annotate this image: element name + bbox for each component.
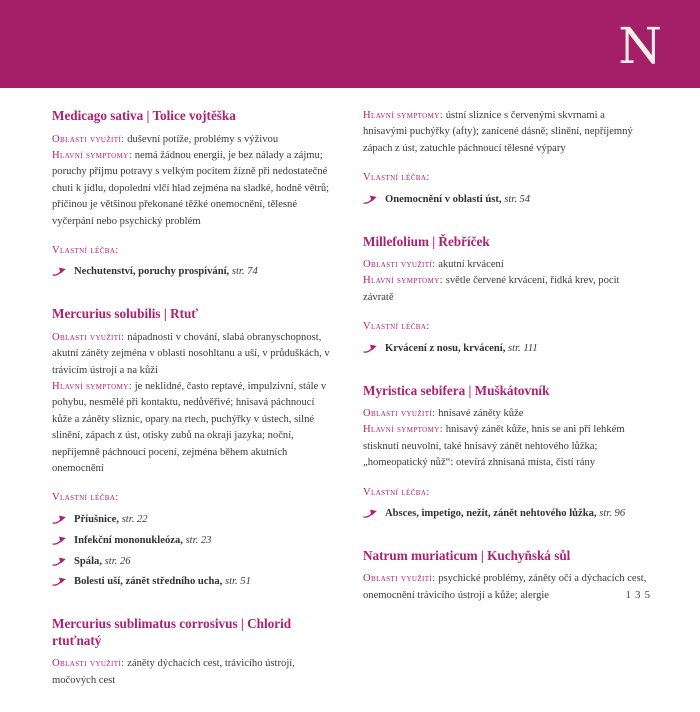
treatment-item-text: Infekční mononukleóza, — [74, 534, 183, 546]
treatment-item-body — [74, 533, 211, 549]
treatment-item-body — [385, 192, 530, 208]
symptoms-label: Hlavní symptomy: — [363, 110, 444, 121]
remedy-entry-continuation — [363, 108, 648, 211]
arrow-icon — [363, 341, 378, 360]
treatment-list — [363, 192, 648, 211]
treatment-item-body — [74, 512, 148, 528]
chapter-letter: N — [618, 17, 662, 75]
treatment-list — [363, 341, 648, 360]
symptoms-paragraph — [52, 148, 337, 230]
areas-paragraph — [52, 330, 337, 379]
treatment-label — [52, 243, 337, 259]
remedy-entry-myristica — [363, 383, 648, 525]
treatment-label-text: Vlastní léčba: — [52, 492, 119, 504]
treatment-item-page: str. 111 — [508, 342, 538, 354]
remedy-entry-millefolium — [363, 234, 648, 360]
symptoms-text: je neklidné, často reptavé, impulzivní, stále v pohybu, nesmělé při kontaktu, nedůvěřivé; hnisavá páchnoucí kůže a záněty sliznic, opary na rtech, puchýřky v ústech, silné slinění, zápach z úst, otisky zubů na okraji jazyka; noční, nepříjemně páchnoucí pocení, zejména během akutních onemocnění — [52, 380, 327, 474]
symptoms-label: Hlavní symptomy: — [52, 149, 133, 161]
treatment-item-body — [74, 574, 251, 590]
treatment-item — [52, 574, 337, 593]
remedy-entry-mercurius-sublimatus — [52, 616, 337, 689]
areas-text: duševní potíže, problémy s výživou — [127, 133, 279, 145]
page-content — [0, 88, 700, 712]
arrow-icon — [52, 512, 67, 531]
symptoms-text: nemá žádnou energii, je bez nálady a zájmu; poruchy příjmu potravy s velkým pocitem žízně při nedostatečné chuti k jídlu, dopolední vlčí hlad zejména na sladké, hodně větrů; příčinou je většinou překonané těžké onemocnění, tělesné vyčerpání nebo psychický problém — [52, 149, 330, 227]
treatment-item-text: Spála, — [74, 555, 102, 567]
areas-paragraph — [363, 257, 648, 273]
remedy-title: Natrum muriaticum | Kuchyňská sůl — [363, 547, 571, 563]
remedy-entry-mercurius-solubilis — [52, 306, 337, 593]
treatment-label-text: Vlastní léčba: — [363, 172, 430, 184]
areas-label: Oblasti využití: — [52, 331, 125, 343]
treatment-item — [52, 554, 337, 573]
areas-paragraph — [52, 132, 337, 148]
remedy-title: Medicago sativa | Tolice vojtěška — [52, 108, 236, 123]
arrow-icon — [52, 554, 67, 573]
arrow-icon — [52, 533, 67, 552]
treatment-item-page: str. 54 — [504, 193, 531, 205]
treatment-label-text: Vlastní léčba: — [363, 486, 430, 498]
treatment-item-page: str. 22 — [121, 513, 148, 525]
treatment-item-page: str. 23 — [185, 534, 212, 546]
treatment-item-body — [385, 341, 538, 357]
treatment-item-page: str. 51 — [224, 576, 251, 588]
symptoms-text: hnisavý zánět kůže, hnis se ani při lehkém stisknutí neuvolní, také hnisavý zánět nehtového lůžka; „homeopatický nůž“: otevírá zhnisaná místa, čistí rány — [363, 424, 625, 469]
treatment-item-body — [74, 264, 258, 280]
treatment-item-body — [385, 506, 625, 522]
chapter-header-band — [0, 0, 700, 88]
symptoms-label: Hlavní symptomy: — [363, 424, 444, 436]
symptoms-label: Hlavní symptomy: — [52, 380, 133, 392]
areas-text: hnisavé záněty kůže — [438, 408, 524, 420]
arrow-icon — [52, 264, 67, 283]
arrow-icon — [363, 506, 378, 525]
treatment-label-text: Vlastní léčba: — [363, 321, 430, 333]
treatment-label — [363, 319, 648, 335]
left-column — [52, 108, 337, 712]
symptoms-paragraph — [363, 273, 648, 306]
remedy-entry-natrum-muriaticum — [363, 548, 648, 604]
areas-paragraph — [363, 571, 648, 604]
symptoms-paragraph — [363, 108, 648, 157]
treatment-item — [363, 192, 648, 211]
treatment-label — [52, 490, 337, 506]
treatment-item-text: Příušnice, — [74, 513, 120, 525]
page-number: 135 — [625, 589, 654, 601]
treatment-item — [52, 533, 337, 552]
remedy-title: Millefolium | Řebříček — [363, 233, 490, 249]
treatment-label-text: Vlastní léčba: — [52, 244, 119, 256]
areas-label: Oblasti využití: — [52, 658, 125, 670]
remedy-title: Myristica sebifera | Muškátovník — [363, 382, 550, 398]
treatment-item — [363, 341, 648, 360]
treatment-item-text: Bolesti uší, zánět středního ucha, — [74, 576, 223, 588]
treatment-item — [363, 506, 648, 525]
remedy-title: Mercurius sublimatus corrosivus | Chlorid rtuťnatý — [52, 616, 292, 648]
areas-label: Oblasti využití: — [363, 259, 436, 271]
treatment-label — [363, 170, 648, 186]
treatment-item-text: Absces, impetigo, nežit, zánět nehtového lůžka, — [385, 508, 597, 520]
treatment-item-body — [74, 554, 131, 570]
areas-text: záněty dýchacích cest, trávicího ústrojí, močových cest — [52, 658, 295, 686]
symptoms-text: ústní sliznice s červenými skvrnami a hnisavými puchýřky (afty); zanícené dásně; slinění, nepříjemný zápach z úst, zatuchle páchnoucí tělesné výpary — [363, 110, 633, 154]
right-column — [363, 108, 648, 712]
areas-text: nápadnosti v chování, slabá obranyschopnost, akutní záněty zejména v oblasti nosohltanu a uší, v průduškách, v trávicím ústrojí a na kůži — [52, 331, 330, 376]
areas-text: psychické problémy, záněty očí a dýchacích cest, onemocnění trávicího ústrojí a kůže; alergie — [363, 573, 647, 601]
symptoms-text: světle červené krvácení, řídká krev, pocit závratě — [363, 275, 620, 303]
treatment-label — [363, 485, 648, 501]
remedy-entry-medicago-sativa — [52, 108, 337, 283]
symptoms-paragraph — [363, 422, 648, 471]
treatment-list — [52, 264, 337, 283]
arrow-icon — [52, 574, 67, 593]
areas-label: Oblasti využití: — [363, 408, 436, 420]
treatment-item — [52, 512, 337, 531]
treatment-list — [52, 512, 337, 594]
treatment-item-page: str. 96 — [599, 508, 626, 520]
treatment-item-page: str. 26 — [104, 555, 131, 567]
treatment-item-text: Onemocnění v oblasti úst, — [385, 193, 502, 205]
remedy-title: Mercurius solubilis | Rtuť — [52, 306, 199, 322]
symptoms-paragraph — [52, 379, 337, 477]
areas-label: Oblasti využití: — [52, 133, 125, 145]
symptoms-label: Hlavní symptomy: — [363, 275, 444, 287]
treatment-item-text: Krvácení z nosu, krvácení, — [385, 342, 506, 354]
areas-paragraph — [52, 656, 337, 689]
treatment-item — [52, 264, 337, 283]
treatment-item-text: Nechutenství, poruchy prospívání, — [74, 266, 230, 278]
areas-paragraph — [363, 406, 648, 422]
treatment-list — [363, 506, 648, 525]
areas-label: Oblasti využití: — [363, 573, 436, 585]
arrow-icon — [363, 192, 378, 211]
areas-text: akutní krvácení — [438, 259, 504, 271]
treatment-item-page: str. 74 — [231, 266, 258, 278]
